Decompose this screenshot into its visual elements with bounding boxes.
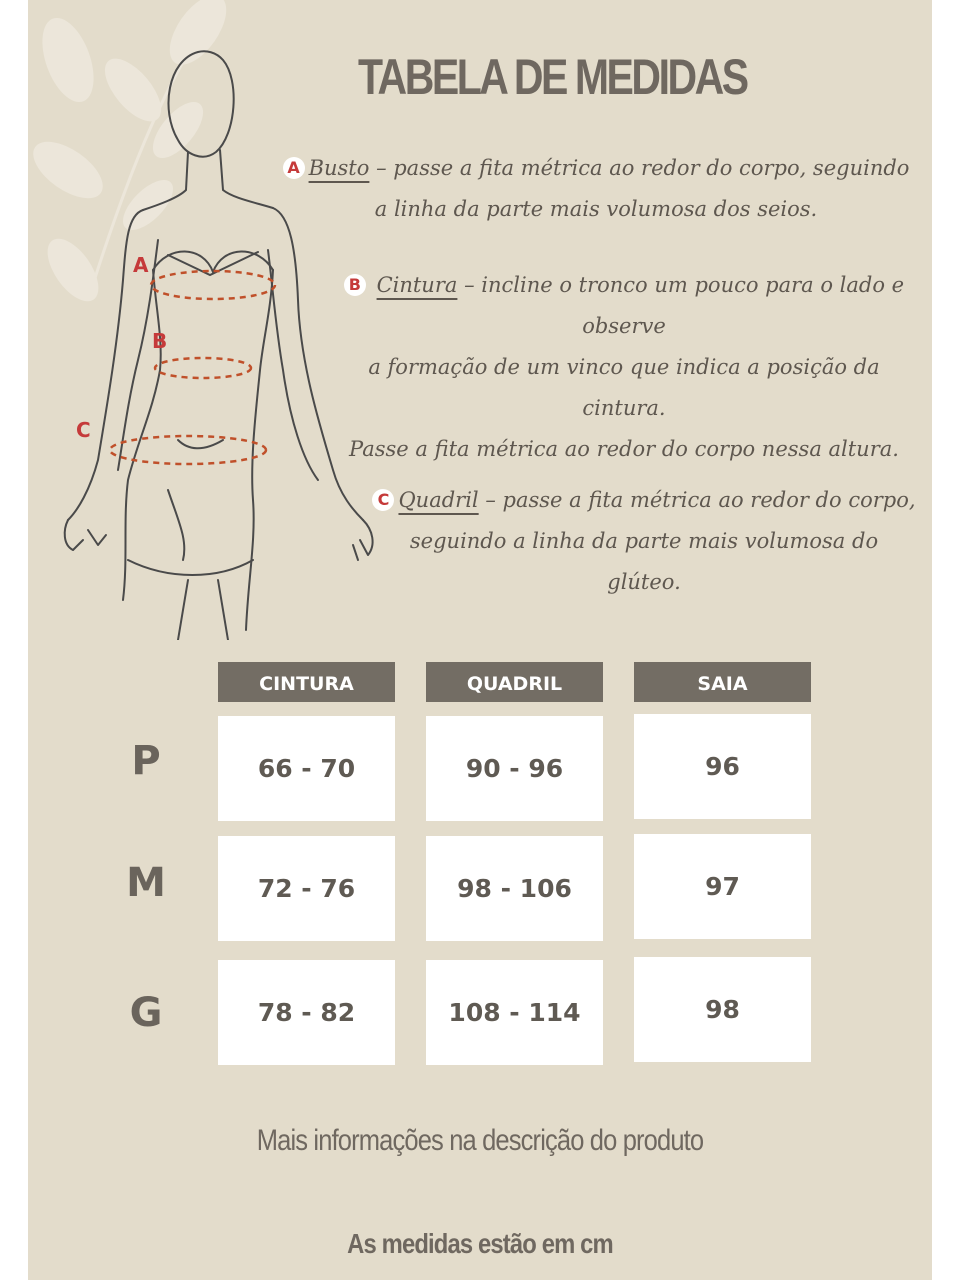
measure-hip [364,480,924,603]
size-label-m: M [126,860,166,906]
term-waist: Cintura [376,273,458,297]
badge-a: A [283,157,305,179]
size-label-p: P [131,738,161,784]
table-cell: 96 [634,714,811,819]
bust-line-1: – passe a fita métrica ao redor do corpo, seguindo [369,156,910,180]
measure-waist [324,265,924,470]
footer-units-note: As medidas estão em cm [347,1228,613,1259]
hip-line-1: – passe a fita métrica ao redor do corpo, [478,488,916,512]
badge-c: C [372,489,394,511]
footer-more-info: Mais informações na descrição do produto [256,1124,704,1157]
table-cell: 72 - 76 [218,836,395,941]
column-header-waist: CINTURA [218,662,395,702]
column-header-skirt: SAIA [634,662,811,702]
bust-line-2: a linha da parte mais volumosa dos seios. [374,197,818,221]
waist-line-1: – incline o tronco um pouco para o lado e [457,273,905,297]
size-label-g: G [129,990,163,1036]
table-cell: 97 [634,834,811,939]
figure-label-a: A [133,253,149,277]
table-cell: 108 - 114 [426,960,603,1065]
column-header-hip: QUADRIL [426,662,603,702]
figure-label-c: C [76,418,91,442]
hip-line-3: glúteo. [607,570,681,594]
waist-line-3: a formação de um vinco que indica a posição da cintura. [368,355,880,420]
term-bust: Busto [308,156,370,180]
page-title: TABELA DE MEDIDAS [358,49,747,105]
table-cell: 90 - 96 [426,716,603,821]
table-cell: 78 - 82 [218,960,395,1065]
term-hip: Quadril [398,488,479,512]
waist-line-4: Passe a fita métrica ao redor do corpo nessa altura. [349,437,899,461]
figure-label-b: B [152,329,168,353]
table-cell: 98 - 106 [426,836,603,941]
waist-line-2: observe [582,314,666,338]
table-cell: 66 - 70 [218,716,395,821]
size-chart-poster [28,0,932,1280]
table-cell: 98 [634,957,811,1062]
measure-bust [276,148,916,230]
badge-b: B [344,274,366,296]
hip-line-2: seguindo a linha da parte mais volumosa do [409,529,879,553]
